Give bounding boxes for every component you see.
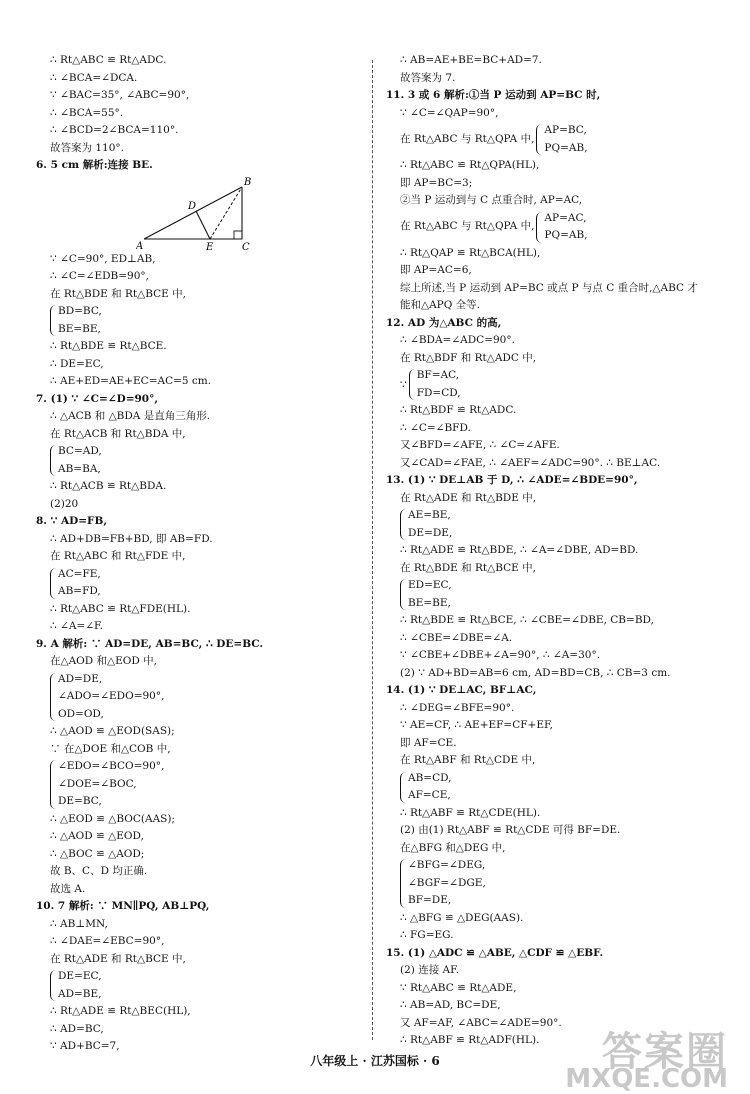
text-line: OD=OD, — [58, 707, 104, 720]
text-line: ∴ AB⊥MN, — [50, 917, 108, 930]
equation-system — [50, 566, 358, 601]
text-line: DE=BC, — [58, 795, 102, 807]
text-line: ∴ Rt△ADE ≌ Rt△BDE, ∴ ∠A=∠DBE, AD=BD. — [400, 544, 639, 556]
text-line: 又 AF=AF, ∠ABC=∠ADE=90°. — [400, 1016, 562, 1029]
text-line: ∵ 在△DOE 和△COB 中, — [50, 742, 171, 755]
text-line: ∴ Rt△BDF ≌ Rt△ADC. — [400, 404, 517, 416]
text-line: ∠EDO=∠BCO=90°, — [58, 760, 165, 772]
equation-system — [400, 770, 716, 805]
problem-12-heading: 12. AD 为△ABC 的高, — [386, 316, 502, 329]
problem-10-heading: 10. 7 解析: ∵ MN∥PQ, AB⊥PQ, — [36, 900, 210, 912]
text-line: ∴ ∠BCA=∠DCA. — [50, 71, 138, 84]
text-line: 故 B、C、D 均正确. — [50, 865, 148, 877]
text-line: AD=DE, — [58, 672, 103, 685]
problem-11-heading: 11. 3 或 6 解析:①当 P 运动到 AP=BC 时, — [386, 89, 601, 101]
text-line: ∴ △ACB 和 △BDA 是直角三角形. — [50, 410, 211, 422]
text-line: ∴ Rt△QAP ≌ Rt△BCA(HL), — [400, 246, 541, 259]
text-line: 在 Rt△ACB 和 Rt△BDA 中, — [50, 427, 186, 440]
text-line: 综上所述,当 P 运动到 AP=BC 或点 P 与点 C 重合时,△ABC 才 — [400, 281, 698, 294]
equation-system — [400, 577, 716, 612]
problem-14-heading: 14. (1) ∵ DE⊥AC, BF⊥AC, — [386, 684, 537, 696]
text-line: DE=EC, — [58, 970, 102, 982]
text-line: 在 Rt△BDE 和 Rt△BCE 中, — [400, 561, 536, 574]
text-line: PQ=AB, — [544, 229, 588, 241]
text-line: (2) 连接 AF. — [400, 964, 460, 976]
equation-system — [400, 857, 716, 910]
text-line: AP=AC, — [544, 211, 587, 224]
text-line: BC=AD, — [58, 445, 102, 457]
text-line: (2) 由(1) Rt△ABF ≌ Rt△CDE 可得 BF=DE. — [400, 824, 621, 836]
text-line: 在 Rt△ADE 和 Rt△BDE 中, — [400, 491, 537, 504]
text-line: ∴ AD=BC, — [50, 1022, 104, 1035]
text-line: ∵ ∠C=90°, ED⊥AB, — [50, 252, 156, 265]
text-line: ∴ AD+DB=FB+BD, 即 AB=FD. — [50, 532, 213, 545]
problem-9-heading: 9. A 解析: ∵ AD=DE, AB=BC, ∴ DE=BC. — [36, 637, 264, 650]
text-line: 故答案为 110°. — [50, 141, 124, 154]
column-divider — [372, 60, 373, 1040]
text-line: ED=EC, — [408, 579, 452, 591]
equation-system — [50, 443, 358, 478]
label-e: E — [206, 241, 214, 251]
text-line: 在△AOD 和△EOD 中, — [50, 655, 157, 667]
text-line: ∴ AE+ED=AE+EC=AC=5 cm. — [50, 375, 212, 387]
because-symbol: ∵ — [400, 378, 407, 391]
equation-system — [536, 210, 587, 245]
problem-13-heading: 13. (1) ∵ DE⊥AB 于 D, ∴ ∠ADE=∠BDE=90°, — [386, 474, 638, 486]
triangle-diagram — [136, 175, 256, 251]
text-line: ∴ DE=EC, — [50, 357, 104, 370]
text-line: 故答案为 7. — [400, 71, 456, 84]
text-line: ②当 P 运动到与 C 点重合时, AP=AC, — [400, 194, 583, 206]
text-line: BE=BE, — [58, 322, 101, 335]
text-line: 即 AP=AC=6, — [400, 264, 472, 276]
text-line: ∠BGF=∠DGE, — [408, 876, 486, 889]
watermark-text: 答案圈 — [602, 1029, 728, 1075]
equation-system — [50, 671, 358, 724]
text-line: ∠BFG=∠DEG, — [408, 859, 486, 871]
text-line: ∴ △AOD ≌ △EOD, — [50, 830, 144, 842]
text-line: ∵ Rt△ABC ≌ Rt△ADE, — [400, 981, 517, 994]
text-line: AB=CD, — [408, 771, 452, 784]
text-line: BD=BC, — [58, 305, 102, 317]
problem-8-heading: 8. ∵ AD=FB, — [36, 515, 107, 527]
text-line: ∵ AD+BC=7, — [50, 1040, 120, 1052]
text-line: ∴ ∠C=∠BFD. — [400, 421, 471, 434]
page-footer: 八年级上 · 江苏国标 · 6 — [310, 1054, 440, 1068]
text-line: AB=BA, — [58, 462, 101, 475]
text-line: AC=FE, — [58, 567, 101, 580]
text-line: ∴ △BFG ≌ △DEG(AAS). — [400, 911, 524, 924]
equation-system — [50, 303, 358, 338]
text-line: ∴ ∠CBE=∠DBE=∠A. — [400, 631, 513, 644]
label-d: D — [188, 200, 197, 212]
text-line: 在 Rt△ADE 和 Rt△BCE 中, — [50, 952, 186, 965]
problem-6-heading: 6. 5 cm 解析:连接 BE. — [36, 159, 153, 171]
text-line: ∴ ∠BCA=55°. — [50, 106, 124, 119]
text-line: 在 Rt△ABF 和 Rt△CDE 中, — [400, 754, 536, 766]
text-line: ∴ Rt△BDE ≌ Rt△BCE, ∴ ∠CBE=∠DBE, CB=BD, — [400, 614, 654, 626]
text-line: ∴ Rt△ABC ≌ Rt△QPA(HL), — [400, 159, 540, 171]
watermark-logo — [565, 1020, 728, 1094]
text-line: 在 Rt△ABC 与 Rt△QPA 中, — [400, 132, 535, 145]
equation-system — [400, 507, 716, 542]
text-line: ∴ ∠BDA=∠ADC=90°. — [400, 334, 515, 346]
text-line: 即 AF=CE. — [400, 736, 457, 749]
text-line: 又∠BFD=∠AFE, ∴ ∠C=∠AFE. — [400, 439, 560, 451]
label-b: B — [244, 176, 252, 188]
triangle-figure — [36, 175, 358, 251]
text-line: ∴ Rt△ACB ≌ Rt△BDA. — [50, 480, 167, 492]
text-line: ∴ △AOD ≌ △EOD(SAS); — [50, 725, 175, 737]
text-line: ∵ ∠BAC=35°, ∠ABC=90°, — [50, 89, 190, 101]
equation-system — [409, 367, 461, 402]
text-line: ∴ Rt△ABF ≌ Rt△ADF(HL). — [400, 1034, 540, 1046]
label-a: A — [136, 240, 144, 251]
text-line: ∴ ∠A=∠F. — [50, 620, 103, 632]
text-line: ∴ AB=AD, BC=DE, — [400, 999, 501, 1011]
text-line: 在 Rt△BDF 和 Rt△ADC 中, — [400, 351, 537, 364]
text-line: AB=FD, — [58, 585, 101, 597]
text-line: BE=BE, — [408, 596, 451, 609]
text-line: AE=BE, — [408, 509, 451, 521]
text-line: 在 Rt△ABC 和 Rt△FDE 中, — [50, 550, 186, 562]
text-line: ∴ △BOC ≌ △AOD; — [50, 847, 145, 860]
text-line: BF=AC, — [416, 369, 460, 381]
text-line: ∴ Rt△BDE ≌ Rt△BCE. — [50, 340, 167, 352]
text-line: 故选 A. — [50, 882, 86, 895]
equation-system — [50, 968, 358, 1003]
text-line: ∴ FG=EG. — [400, 929, 454, 941]
problem-7-heading: 7. (1) ∵ ∠C=∠D=90°, — [36, 392, 159, 405]
text-line: 又∠CAD=∠FAE, ∴ ∠AEF=∠ADC=90°. ∴ BE⊥AC. — [400, 456, 661, 469]
text-line: 在△BFG 和△DEG 中, — [400, 841, 506, 854]
equation-system — [536, 122, 587, 157]
text-line: 在 Rt△BDE 和 Rt△BCE 中, — [50, 287, 186, 300]
text-line: ∴ Rt△ADE ≌ Rt△BEC(HL), — [50, 1005, 191, 1017]
text-line: ∴ ∠BCD=2∠BCA=110°. — [50, 124, 179, 136]
text-line: FD=CD, — [416, 386, 461, 399]
problem-15-heading: 15. (1) △ADC ≌ △ABE, △CDF ≌ △EBF. — [386, 946, 604, 959]
text-line: ∴ Rt△ABC ≌ Rt△ADC. — [50, 54, 167, 66]
text-line: ∵ ∠CBE+∠DBE+∠A=90°, ∴ ∠A=30°. — [400, 649, 601, 661]
text-line: ∴ Rt△ABF ≌ Rt△CDE(HL). — [400, 806, 541, 819]
text-line: PQ=AB, — [544, 141, 588, 154]
text-line: AF=CE, — [408, 789, 451, 801]
label-c: C — [242, 241, 250, 251]
text-line: DE=DE, — [408, 526, 453, 539]
text-line: ∴ ∠DEG=∠BFE=90°. — [400, 701, 515, 714]
text-line: ∵ ∠C=∠QAP=90°, — [400, 106, 499, 119]
text-line: ∠DOE=∠BOC, — [58, 777, 137, 790]
equation-system — [50, 758, 358, 811]
text-line: ∠ADO=∠EDO=90°, — [58, 690, 165, 702]
text-line: ∴ AB=AE+BE=BC+AD=7. — [400, 54, 542, 66]
text-line: ∴ Rt△ABC ≌ Rt△FDE(HL). — [50, 602, 191, 615]
text-line: (2) ∵ AD+BD=AB=6 cm, AD=BD=CB, ∴ CB=3 cm. — [400, 666, 671, 679]
text-line: AD=BE, — [58, 987, 102, 1000]
text-line: 即 AP=BC=3; — [400, 176, 473, 189]
right-column — [386, 52, 716, 1050]
text-line: 能和△APQ 全等. — [400, 299, 481, 311]
text-line: ∴ ∠C=∠EDB=90°, — [50, 270, 149, 282]
left-column — [36, 52, 358, 1056]
watermark-url: MXQE.COM — [565, 1064, 728, 1094]
text-line: (2)20 — [50, 497, 79, 510]
text-line: BF=DE, — [408, 894, 452, 906]
text-line: AP=BC, — [544, 124, 587, 136]
text-line: 在 Rt△ABC 与 Rt△QPA 中, — [400, 220, 535, 233]
text-line: ∴ △EOD ≌ △BOC(AAS); — [50, 812, 175, 825]
text-line: ∴ ∠DAE=∠EBC=90°, — [50, 935, 165, 947]
text-line: ∵ AE=CF, ∴ AE+EF=CF+EF, — [400, 719, 554, 731]
